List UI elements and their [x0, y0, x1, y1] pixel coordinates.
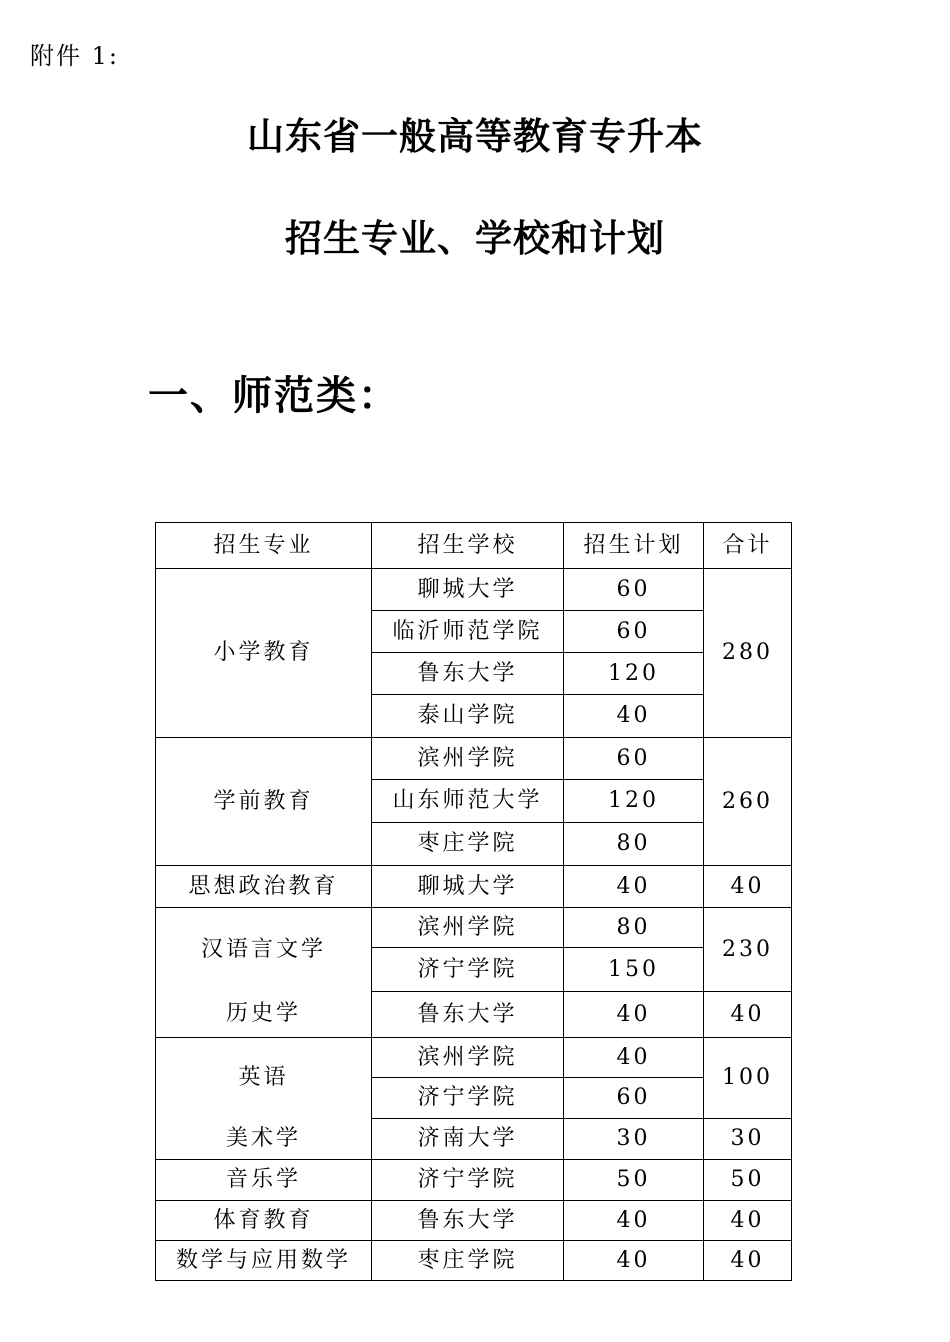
school-cell: 泰山学院: [372, 695, 564, 738]
plan-cell: 150: [564, 948, 704, 992]
table-row: [156, 738, 792, 780]
plan-cell: 120: [564, 653, 704, 695]
plan-cell: 60: [564, 569, 704, 611]
school-cell: 济南大学: [372, 1119, 564, 1160]
school-cell: 济宁学院: [372, 948, 564, 992]
table-header-row: [156, 523, 792, 569]
major-cell: 数学与应用数学: [156, 1241, 372, 1281]
major-cell: 历史学: [156, 992, 372, 1038]
total-cell: 30: [704, 1119, 792, 1160]
section-heading: 一、师范类：: [148, 372, 400, 419]
total-cell: 100: [704, 1038, 792, 1119]
plan-cell: 40: [564, 866, 704, 908]
school-cell: 滨州学院: [372, 1038, 564, 1078]
document-title-line-1: 山东省一般高等教育专升本: [247, 114, 703, 158]
major-cell: 音乐学: [156, 1160, 372, 1201]
table-row: [156, 1241, 792, 1281]
school-cell: 滨州学院: [372, 908, 564, 948]
table-row: [156, 1038, 792, 1078]
school-cell: 枣庄学院: [372, 823, 564, 866]
major-cell: 体育教育: [156, 1201, 372, 1241]
total-cell: 50: [704, 1160, 792, 1201]
table-row: [156, 569, 792, 611]
table-row: [156, 1119, 792, 1160]
total-cell: 280: [704, 569, 792, 738]
table-row: [156, 1201, 792, 1241]
major-cell: 美术学: [156, 1119, 372, 1160]
plan-cell: 40: [564, 992, 704, 1038]
school-cell: 聊城大学: [372, 569, 564, 611]
attachment-label: 附件 1:: [30, 42, 119, 70]
school-cell: 临沂师范学院: [372, 611, 564, 653]
plan-cell: 40: [564, 1241, 704, 1281]
school-cell: 鲁东大学: [372, 653, 564, 695]
school-cell: 鲁东大学: [372, 1201, 564, 1241]
school-cell: 滨州学院: [372, 738, 564, 780]
plan-cell: 40: [564, 1201, 704, 1241]
school-cell: 济宁学院: [372, 1160, 564, 1201]
document-title-line-2: 招生专业、学校和计划: [285, 216, 665, 260]
major-cell: 英语: [156, 1038, 372, 1119]
plan-cell: 40: [564, 1038, 704, 1078]
header-major: 招生专业: [156, 523, 372, 569]
total-cell: 40: [704, 866, 792, 908]
plan-cell: 80: [564, 908, 704, 948]
plan-cell: 30: [564, 1119, 704, 1160]
header-total: 合计: [704, 523, 792, 569]
plan-cell: 120: [564, 780, 704, 823]
major-cell: 学前教育: [156, 738, 372, 866]
table-row: [156, 908, 792, 948]
plan-cell: 60: [564, 611, 704, 653]
total-cell: 260: [704, 738, 792, 866]
table-row: [156, 866, 792, 908]
major-cell: 汉语言文学: [156, 908, 372, 992]
total-cell: 40: [704, 1241, 792, 1281]
enrollment-plan-table: [155, 522, 792, 1281]
school-cell: 枣庄学院: [372, 1241, 564, 1281]
school-cell: 山东师范大学: [372, 780, 564, 823]
plan-cell: 50: [564, 1160, 704, 1201]
table-row: [156, 992, 792, 1038]
plan-cell: 80: [564, 823, 704, 866]
header-plan: 招生计划: [564, 523, 704, 569]
school-cell: 鲁东大学: [372, 992, 564, 1038]
plan-cell: 40: [564, 695, 704, 738]
major-cell: 小学教育: [156, 569, 372, 738]
header-school: 招生学校: [372, 523, 564, 569]
major-cell: 思想政治教育: [156, 866, 372, 908]
total-cell: 40: [704, 1201, 792, 1241]
school-cell: 济宁学院: [372, 1078, 564, 1119]
total-cell: 40: [704, 992, 792, 1038]
school-cell: 聊城大学: [372, 866, 564, 908]
plan-cell: 60: [564, 1078, 704, 1119]
plan-cell: 60: [564, 738, 704, 780]
total-cell: 230: [704, 908, 792, 992]
table-row: [156, 1160, 792, 1201]
